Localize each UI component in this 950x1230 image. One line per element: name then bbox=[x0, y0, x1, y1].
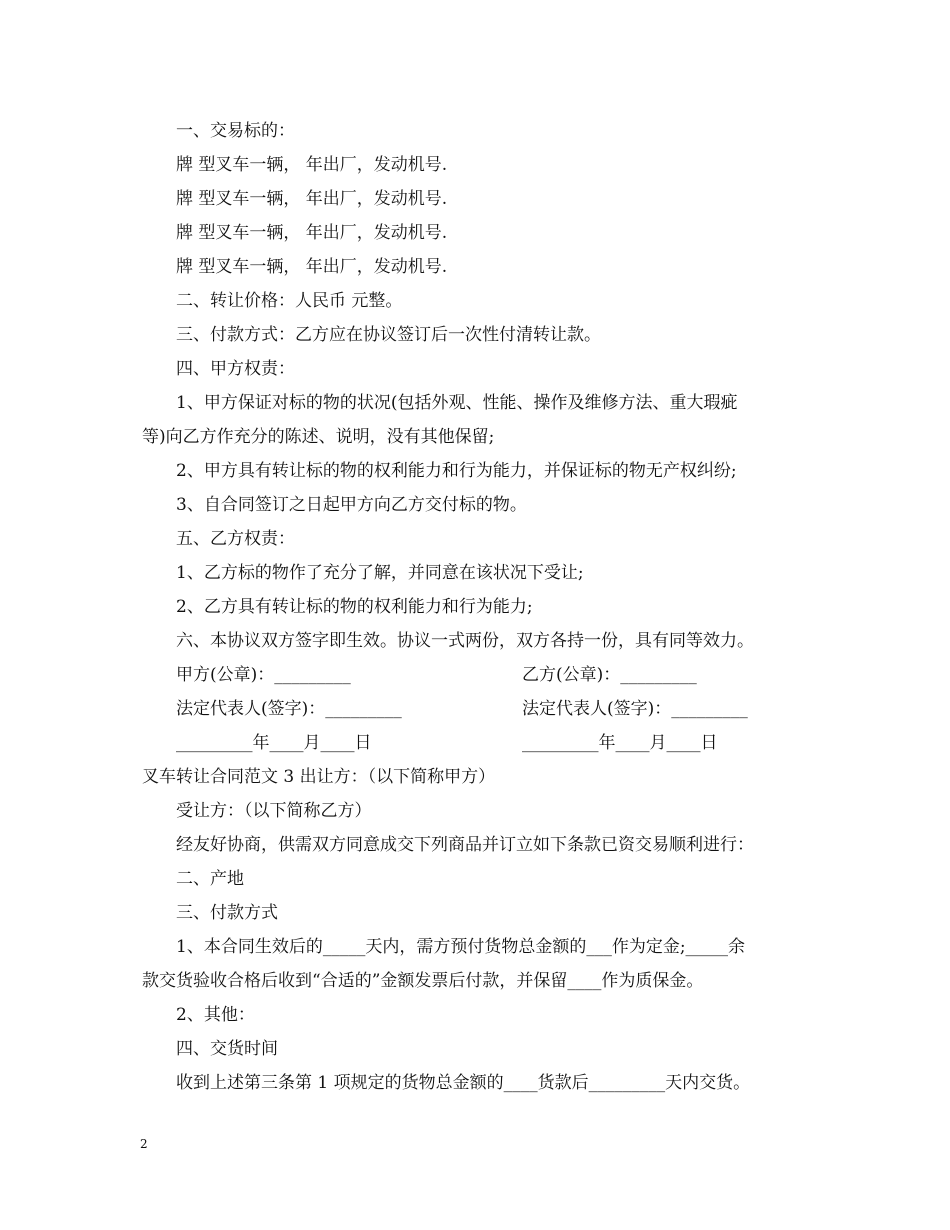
vehicle-item-2: 牌 型叉车一辆， 年出厂，发动机号. bbox=[176, 189, 448, 209]
contract-3-title-line: 叉车转让合同范文 3 出让方：（以下简称甲方） bbox=[142, 767, 496, 787]
page-number: 2 bbox=[140, 1137, 148, 1151]
section-4-item-1-line-1: 1、甲方保证对标的物的状况(包括外观、性能、操作及维修方法、重大瑕疵 bbox=[176, 393, 738, 413]
party-a-representative-line: 法定代表人(签字)：_________ bbox=[176, 699, 402, 719]
party-a-date-line: _________年____月____日 bbox=[176, 733, 372, 753]
payment-item-1-line-1: 1、本合同生效后的_____天内，需方预付货物总金额的___作为定金;_____余 bbox=[176, 937, 746, 957]
delivery-text: 收到上述第三条第 1 项规定的货物总金额的____货款后_________天内交货。 bbox=[176, 1073, 751, 1093]
section-5-item-1: 1、乙方标的物作了充分了解，并同意在该状况下受让; bbox=[176, 563, 584, 583]
section-4-item-1-line-2: 等)向乙方作充分的陈述、说明，没有其他保留; bbox=[142, 427, 495, 447]
party-b-representative-line: 法定代表人(签字)：_________ bbox=[522, 699, 748, 719]
payment-heading: 三、付款方式 bbox=[176, 903, 278, 923]
vehicle-item-4: 牌 型叉车一辆， 年出厂，发动机号. bbox=[176, 257, 448, 277]
payment-item-2: 2、其他： bbox=[176, 1005, 255, 1025]
vehicle-item-1: 牌 型叉车一辆， 年出厂，发动机号. bbox=[176, 155, 448, 175]
section-2-price: 二、转让价格：人民币 元整。 bbox=[176, 291, 403, 311]
vehicle-item-3: 牌 型叉车一辆， 年出厂，发动机号. bbox=[176, 223, 448, 243]
section-5-item-2: 2、乙方具有转让标的物的权利能力和行为能力; bbox=[176, 597, 533, 617]
transferee-line: 受让方：（以下简称乙方） bbox=[176, 801, 372, 821]
section-4-item-3: 3、自合同签订之日起甲方向乙方交付标的物。 bbox=[176, 495, 527, 515]
section-4-heading: 四、甲方权责： bbox=[176, 359, 295, 379]
delivery-heading: 四、交货时间 bbox=[176, 1039, 278, 1059]
payment-item-1-line-2: 款交货验收合格后收到“合适的”金额发票后付款，并保留____作为质保金。 bbox=[142, 971, 704, 991]
party-a-seal-line: 甲方(公章)：_________ bbox=[176, 665, 351, 685]
section-3-payment: 三、付款方式：乙方应在协议签订后一次性付清转让款。 bbox=[176, 325, 601, 345]
contract-3-intro: 经友好协商，供需双方同意成交下列商品并订立如下条款已资交易顺利进行： bbox=[176, 835, 754, 855]
section-6-effect: 六、本协议双方签字即生效。协议一式两份，双方各持一份，具有同等效力。 bbox=[176, 631, 754, 651]
origin-heading: 二、产地 bbox=[176, 869, 244, 889]
party-b-seal-line: 乙方(公章)：_________ bbox=[522, 665, 697, 685]
section-1-heading: 一、交易标的： bbox=[176, 121, 295, 141]
section-4-item-2: 2、甲方具有转让标的物的权利能力和行为能力，并保证标的物无产权纠纷; bbox=[176, 461, 737, 481]
section-5-heading: 五、乙方权责： bbox=[176, 529, 295, 549]
party-b-date-line: _________年____月____日 bbox=[522, 733, 718, 753]
